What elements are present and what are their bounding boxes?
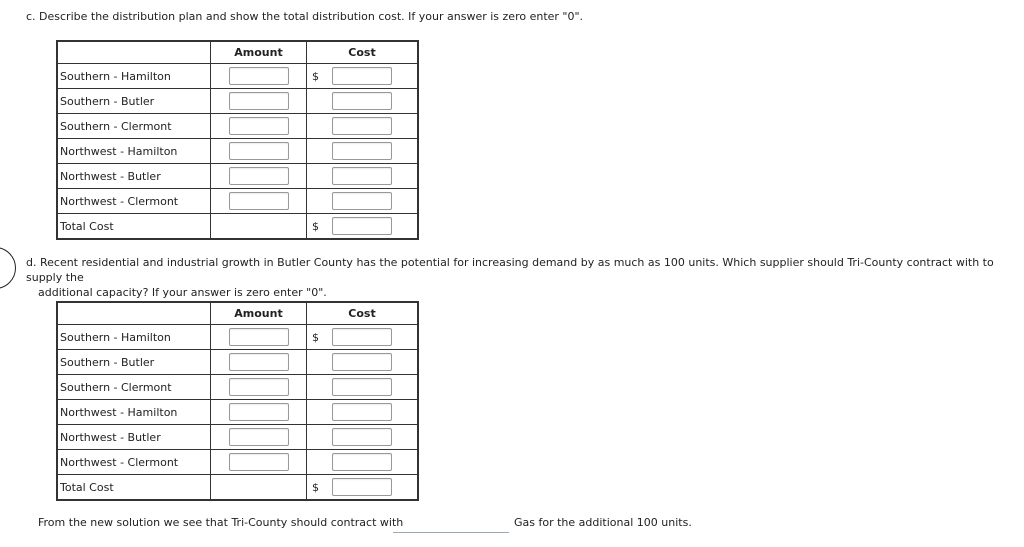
supplier-select[interactable]: [393, 515, 509, 533]
table-header-row: [57, 302, 418, 325]
amount-cell: [211, 89, 307, 114]
cost-cell: [307, 64, 419, 89]
amount-input[interactable]: [229, 353, 289, 371]
total-row: [57, 475, 418, 501]
table-row: [57, 400, 418, 425]
row-label: Northwest - Clermont: [57, 450, 211, 475]
cost-input[interactable]: [332, 353, 392, 371]
header-amount: Amount: [211, 302, 307, 325]
row-label: Southern - Hamilton: [57, 64, 211, 89]
cost-input[interactable]: [332, 67, 392, 85]
amount-input[interactable]: [229, 142, 289, 160]
cost-input[interactable]: [332, 92, 392, 110]
cost-input[interactable]: [332, 378, 392, 396]
cost-input[interactable]: [332, 117, 392, 135]
amount-cell: [211, 450, 307, 475]
table-row: [57, 189, 418, 214]
header-corner: [57, 41, 211, 64]
table-row: [57, 325, 418, 350]
amount-input[interactable]: [229, 453, 289, 471]
row-label: Northwest - Hamilton: [57, 400, 211, 425]
row-label: Southern - Butler: [57, 89, 211, 114]
amount-cell: [211, 425, 307, 450]
cost-input[interactable]: [332, 428, 392, 446]
table-row: [57, 64, 418, 89]
total-cost-cell: [307, 214, 419, 240]
distribution-table-c: [56, 40, 419, 240]
amount-cell: [211, 189, 307, 214]
distribution-table-d: [56, 301, 419, 501]
table-row: [57, 350, 418, 375]
dollar-sign: $: [312, 330, 319, 344]
dollar-sign: $: [312, 480, 319, 494]
cost-cell: [307, 325, 419, 350]
table-row: [57, 164, 418, 189]
row-label: Northwest - Hamilton: [57, 139, 211, 164]
cost-cell: [307, 350, 419, 375]
table-row: [57, 114, 418, 139]
cost-input[interactable]: [332, 328, 392, 346]
amount-input[interactable]: [229, 167, 289, 185]
dollar-sign: $: [312, 219, 319, 233]
row-label: Southern - Butler: [57, 350, 211, 375]
conclusion-prefix: From the new solution we see that Tri-County should contract with: [38, 516, 404, 529]
row-label: Northwest - Butler: [57, 164, 211, 189]
total-cost-input[interactable]: [332, 478, 392, 496]
part-d-question-line1: d. Recent residential and industrial growth in Butler County has the potential for increasing demand by as much as 100 units. Which supplier should Tri-County contract with to supply the: [26, 256, 994, 284]
cost-cell: [307, 139, 419, 164]
cost-cell: [307, 89, 419, 114]
amount-cell: [211, 375, 307, 400]
amount-cell: [211, 400, 307, 425]
cost-cell: [307, 450, 419, 475]
amount-input[interactable]: [229, 428, 289, 446]
total-row: [57, 214, 418, 240]
cost-input[interactable]: [332, 142, 392, 160]
amount-input[interactable]: [229, 92, 289, 110]
total-label: Total Cost: [57, 475, 211, 501]
cost-input[interactable]: [332, 453, 392, 471]
part-d-question-line2: additional capacity? If your answer is zero enter "0".: [38, 286, 327, 299]
amount-cell: [211, 325, 307, 350]
cost-input[interactable]: [332, 403, 392, 421]
amount-cell: [211, 164, 307, 189]
header-cost: Cost: [307, 41, 419, 64]
header-amount: Amount: [211, 41, 307, 64]
row-label: Southern - Clermont: [57, 375, 211, 400]
table-header-row: [57, 41, 418, 64]
part-c-question: c. Describe the distribution plan and show the total distribution cost. If your answer is zero enter "0".: [26, 10, 584, 23]
total-label: Total Cost: [57, 214, 211, 240]
total-cost-input[interactable]: [332, 217, 392, 235]
amount-cell: [211, 139, 307, 164]
amount-cell: [211, 64, 307, 89]
row-label: Southern - Hamilton: [57, 325, 211, 350]
header-corner: [57, 302, 211, 325]
amount-input[interactable]: [229, 403, 289, 421]
cost-cell: [307, 400, 419, 425]
cost-cell: [307, 425, 419, 450]
amount-cell: [211, 114, 307, 139]
header-cost: Cost: [307, 302, 419, 325]
amount-cell: [211, 350, 307, 375]
amount-input[interactable]: [229, 328, 289, 346]
amount-input[interactable]: [229, 117, 289, 135]
part-d-question: [26, 255, 1011, 300]
total-amount-cell: [211, 475, 307, 501]
cost-input[interactable]: [332, 192, 392, 210]
question-marker: [0, 247, 16, 289]
table-row: [57, 89, 418, 114]
table-row: [57, 375, 418, 400]
row-label: Southern - Clermont: [57, 114, 211, 139]
total-cost-cell: [307, 475, 419, 501]
conclusion-suffix: Gas for the additional 100 units.: [514, 516, 692, 529]
cost-cell: [307, 189, 419, 214]
cost-cell: [307, 164, 419, 189]
table-row: [57, 450, 418, 475]
amount-input[interactable]: [229, 192, 289, 210]
amount-input[interactable]: [229, 67, 289, 85]
cost-cell: [307, 375, 419, 400]
row-label: Northwest - Butler: [57, 425, 211, 450]
table-row: [57, 139, 418, 164]
total-amount-cell: [211, 214, 307, 240]
cost-cell: [307, 114, 419, 139]
table-row: [57, 425, 418, 450]
row-label: Northwest - Clermont: [57, 189, 211, 214]
amount-input[interactable]: [229, 378, 289, 396]
dollar-sign: $: [312, 69, 319, 83]
cost-input[interactable]: [332, 167, 392, 185]
